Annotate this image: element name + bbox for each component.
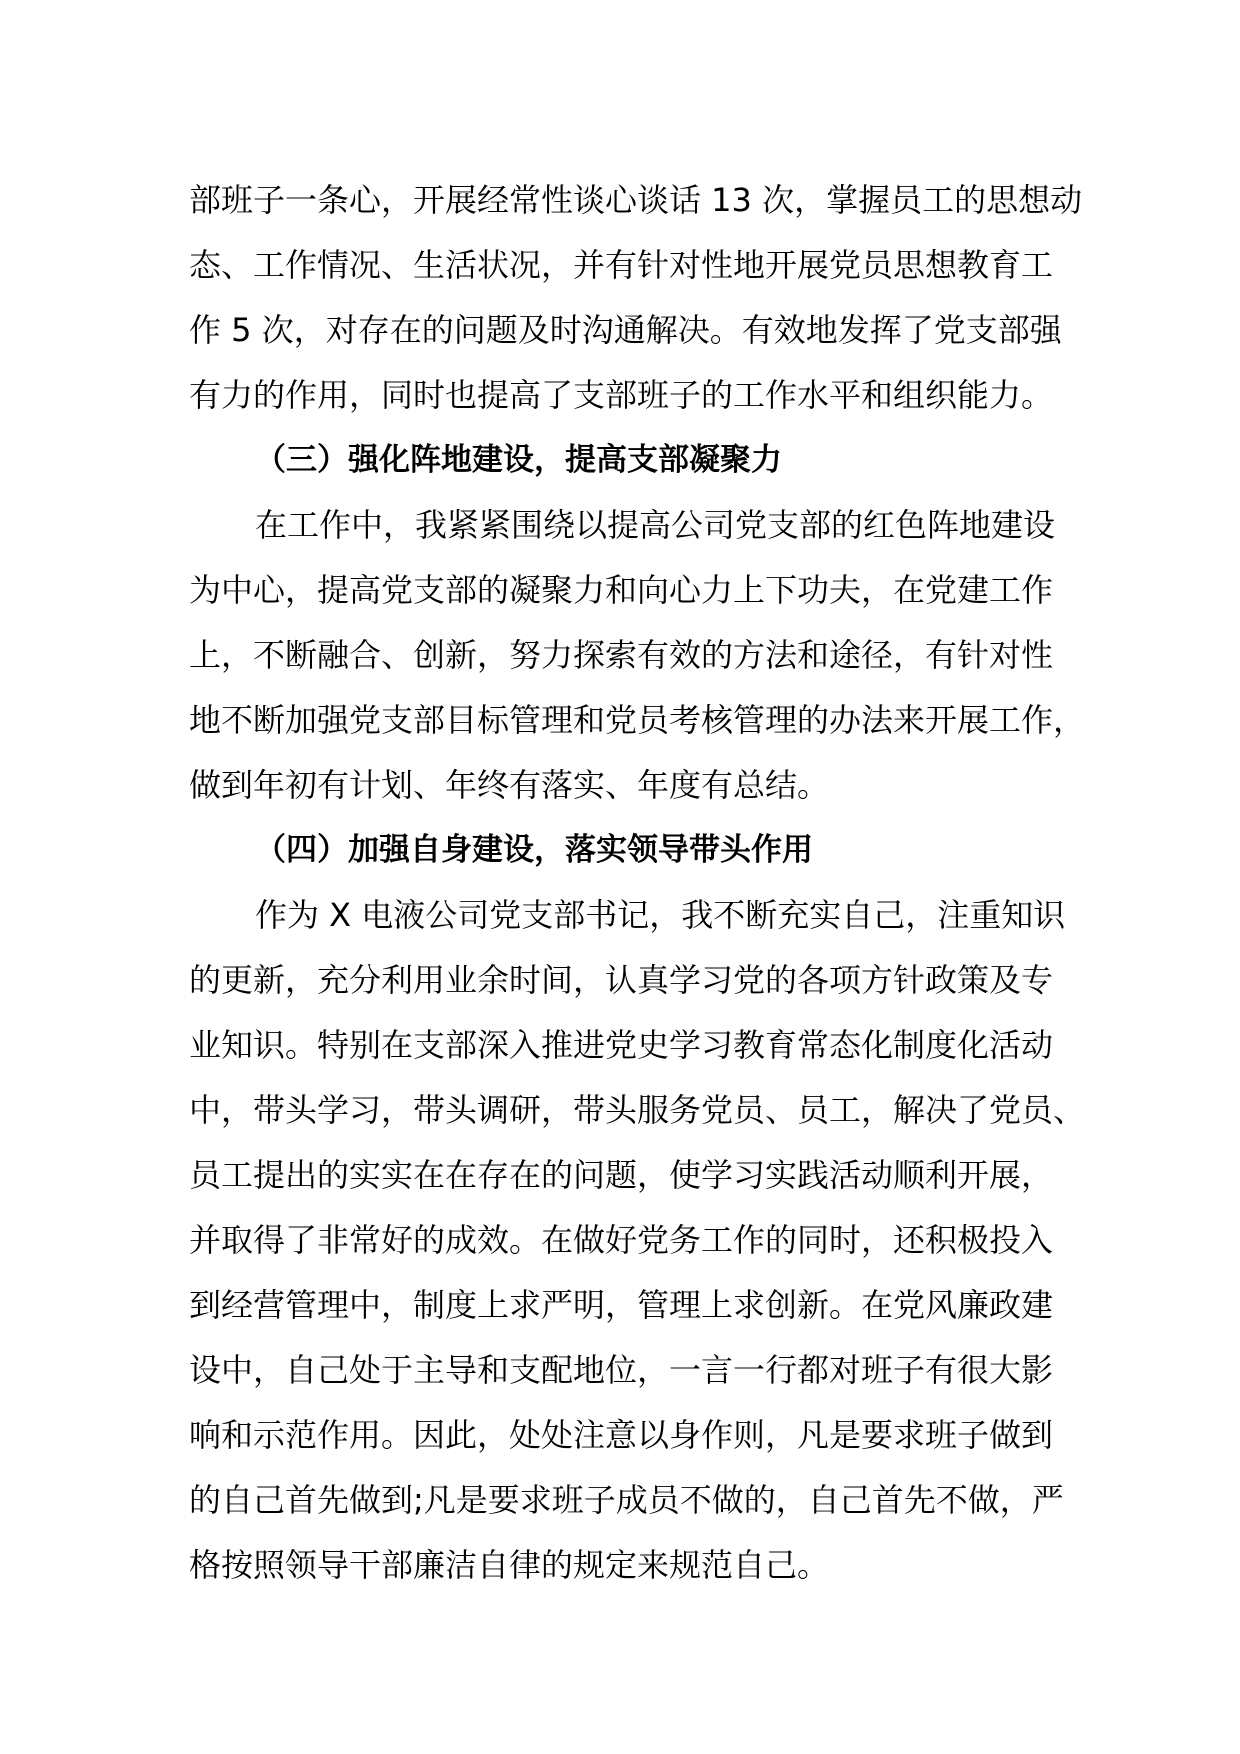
paragraph-line: 并取得了非常好的成效。在做好党务工作的同时，还积极投入 [189, 1221, 1054, 1259]
paragraph-line: 中，带头学习，带头调研，带头服务党员、员工，解决了党员、 [189, 1091, 1086, 1129]
paragraph-line: 响和示范作用。因此，处处注意以身作则，凡是要求班子做到 [189, 1416, 1054, 1454]
paragraph-line: 态、工作情况、生活状况，并有针对性地开展党员思想教育工 [189, 246, 1054, 284]
paragraph-line: 为中心，提高党支部的凝聚力和向心力上下功夫，在党建工作 [189, 571, 1054, 609]
paragraph-line: 在工作中，我紧紧围绕以提高公司党支部的红色阵地建设 [255, 506, 1056, 544]
paragraph-line: 有力的作用，同时也提高了支部班子的工作水平和组织能力。 [189, 376, 1054, 414]
paragraph-line: 的自己首先做到;凡是要求班子成员不做的，自己首先不做，严 [189, 1481, 1064, 1519]
paragraph-line: 的更新，充分利用业余时间，认真学习党的各项方针政策及专 [189, 961, 1054, 999]
document-body [189, 168, 1086, 1598]
paragraph-line: 作 5 次，对存在的问题及时沟通解决。有效地发挥了党支部强 [189, 311, 1062, 349]
paragraph-line: 部班子一条心，开展经常性谈心谈话 13 次，掌握员工的思想动 [189, 181, 1083, 219]
paragraph-party-branch-communication [189, 168, 1083, 428]
paragraph-line: 地不断加强党支部目标管理和党员考核管理的办法来开展工作， [189, 701, 1086, 739]
paragraph-line: 做到年初有计划、年终有落实、年度有总结。 [189, 766, 830, 804]
paragraph-line: 作为 X 电液公司党支部书记，我不断充实自己，注重知识 [255, 896, 1066, 934]
paragraph-line: 员工提出的实实在在存在的问题，使学习实践活动顺利开展， [189, 1156, 1054, 1194]
paragraph-line: 业知识。特别在支部深入推进党史学习教育常态化制度化活动 [189, 1026, 1054, 1064]
section-heading-3: （三）强化阵地建设，提高支部凝聚力 [255, 442, 782, 478]
paragraph-position-building [189, 493, 1086, 818]
paragraph-line: 设中，自己处于主导和支配地位，一言一行都对班子有很大影 [189, 1351, 1054, 1389]
paragraph-line: 到经营管理中，制度上求严明，管理上求创新。在党风廉政建 [189, 1286, 1054, 1324]
paragraph-self-building [189, 883, 1086, 1598]
paragraph-line: 上，不断融合、创新，努力探索有效的方法和途径，有针对性 [189, 636, 1054, 674]
section-heading-4: （四）加强自身建设，落实领导带头作用 [255, 832, 813, 868]
paragraph-line: 格按照领导干部廉洁自律的规定来规范自己。 [189, 1546, 830, 1584]
